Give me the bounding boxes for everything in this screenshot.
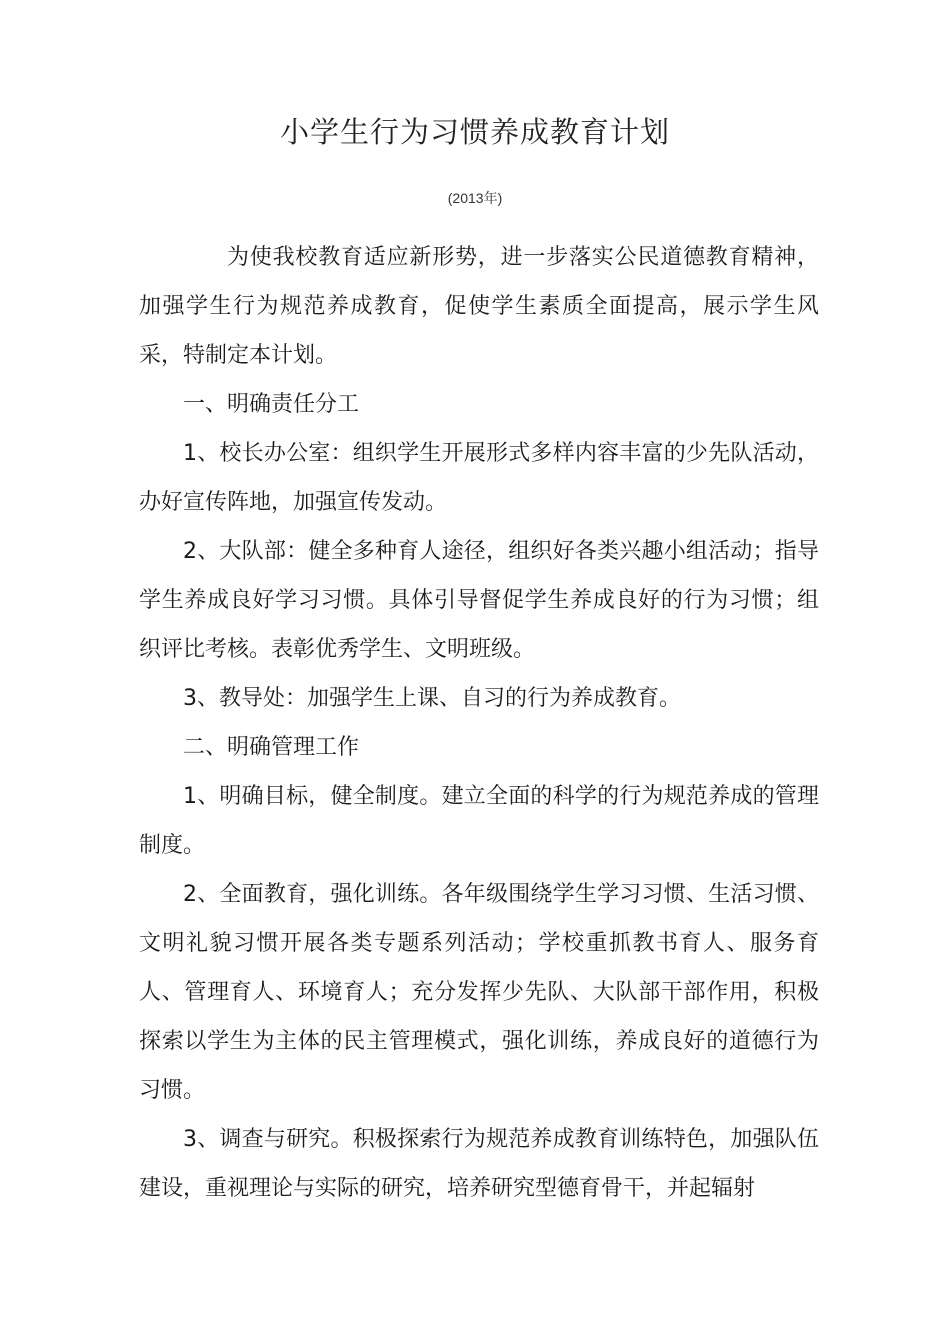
paragraph-item: 1、校长办公室：组织学生开展形式多样内容丰富的少先队活动，办好宣传阵地，加强宣传发动。	[139, 441, 819, 515]
paragraph-item: 2、大队部：健全多种育人途径，组织好各类兴趣小组活动；指导学生养成良好学习习惯。具体引导督促学生养成良好的行为习惯；组织评比考核。表彰优秀学生、文明班级。	[139, 539, 819, 662]
document-year: (2013年)	[447, 190, 503, 206]
section-heading-2: 二、明确管理工作	[183, 735, 360, 760]
paragraph-item: 1、明确目标，健全制度。建立全面的科学的行为规范养成的管理制度。	[139, 784, 819, 858]
paragraph-intro: 为使我校教育适应新形势，进一步落实公民道德教育精神，加强学生行为规范养成教育，促使学生素质全面提高，展示学生风采，特制定本计划。	[139, 245, 819, 368]
paragraph-item: 2、全面教育，强化训练。各年级围绕学生学习习惯、生活习惯、文明礼貌习惯开展各类专题系列活动；学校重抓教书育人、服务育人、管理育人、环境育人；充分发挥少先队、大队部干部作用，积极探索以学生为主体的民主管理模式，强化训练，养成良好的道德行为习惯。	[139, 882, 819, 1103]
paragraph-item: 3、调查与研究。积极探索行为规范养成教育训练特色，加强队伍建设，重视理论与实际的研究，培养研究型德育骨干，并起辐射	[139, 1127, 819, 1201]
section-heading-1: 一、明确责任分工	[183, 392, 360, 417]
document-body	[139, 233, 819, 1213]
paragraph-item: 3、教导处：加强学生上课、自习的行为养成教育。	[183, 686, 681, 711]
document-title: 小学生行为习惯养成教育计划	[279, 115, 670, 149]
